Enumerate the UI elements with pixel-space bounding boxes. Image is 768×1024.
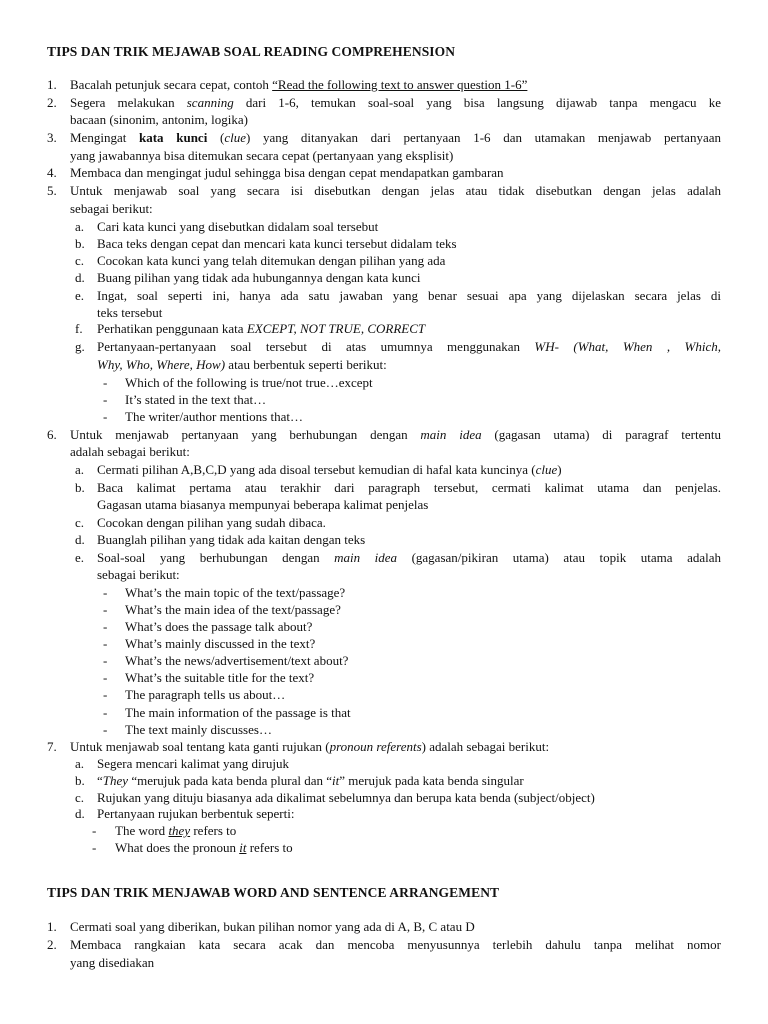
subitem-letter: c. bbox=[75, 790, 85, 805]
text-span: atau berbentuk seperti berikut: bbox=[225, 357, 387, 372]
text-span: Soal-soal yang berhubungan dengan bbox=[97, 550, 335, 565]
dash-bullet: - bbox=[103, 375, 108, 390]
item-number: 6. bbox=[47, 427, 57, 442]
dash-bullet: - bbox=[103, 636, 108, 651]
item-5g-continued bbox=[97, 356, 387, 373]
dash-bullet: - bbox=[92, 823, 97, 838]
subitem-letter: c. bbox=[75, 515, 85, 530]
item-6b-text: Baca kalimat pertama atau terakhir dari paragraph tersebut, cermati kalimat utama dan penjelas. bbox=[97, 480, 721, 495]
text-span: What does the pronoun bbox=[115, 840, 240, 855]
dash-bullet: - bbox=[103, 602, 108, 617]
item-5a-text: Cari kata kunci yang disebutkan didalam soal tersebut bbox=[97, 219, 379, 234]
item-6e-continued: sebagai berikut: bbox=[97, 567, 180, 582]
item-7-text bbox=[70, 738, 549, 755]
wh-words: WH- (What, When , Which, bbox=[534, 339, 721, 354]
subitem-letter: d. bbox=[75, 806, 85, 821]
item-number: 2. bbox=[47, 937, 57, 952]
text-span: “merujuk pada kata benda plural dan “ bbox=[128, 773, 332, 788]
item-5d-text: Buang pilihan yang tidak ada hubungannya dengan kata kunci bbox=[97, 270, 421, 285]
item-7d-text: Pertanyaan rujukan berbentuk seperti: bbox=[97, 806, 295, 821]
subitem-letter: b. bbox=[75, 236, 85, 251]
example-question: The writer/author mentions that… bbox=[125, 409, 303, 424]
item-number: 1. bbox=[47, 77, 57, 92]
item-5e-text: Ingat, soal seperti ini, hanya ada satu jawaban yang benar sesuai apa yang dijelaskan secara jelas di bbox=[97, 288, 721, 303]
wh-words: Why, Who, Where, How) bbox=[97, 357, 226, 372]
term-main-idea: main idea bbox=[420, 427, 482, 442]
subitem-letter: b. bbox=[75, 773, 85, 788]
text-span: Segera melakukan bbox=[70, 95, 187, 110]
subitem-letter: e. bbox=[75, 288, 85, 303]
item-number: 3. bbox=[47, 130, 57, 145]
term-it: it bbox=[332, 773, 340, 788]
item-1-text bbox=[70, 76, 527, 93]
subitem-letter: c. bbox=[75, 253, 85, 268]
keywords-except: EXCEPT, NOT TRUE, CORRECT bbox=[246, 321, 426, 336]
text-span: Cermati pilihan A,B,C,D yang ada disoal tersebut kemudian di hafal kata kuncinya ( bbox=[97, 462, 536, 477]
text-span: Pertanyaan-pertanyaan soal tersebut di atas umumnya menggunakan bbox=[97, 339, 535, 354]
item-5b-text: Baca teks dengan cepat dan mencari kata kunci tersebut didalam teks bbox=[97, 236, 457, 251]
example-question: The text mainly discusses… bbox=[125, 722, 272, 737]
term-kata-kunci: kata kunci bbox=[139, 130, 208, 145]
dash-bullet: - bbox=[103, 722, 108, 737]
text-span: (gagasan/pikiran utama) atau topik utama adalah bbox=[397, 550, 721, 565]
subitem-letter: a. bbox=[75, 462, 85, 477]
example-question bbox=[115, 839, 293, 856]
item-5c-text: Cocokan kata kunci yang telah ditemukan dengan pilihan yang ada bbox=[97, 253, 446, 268]
example-question: What’s does the passage talk about? bbox=[125, 619, 313, 634]
text-span: ) yang ditanyakan dari pertanyaan 1-6 dan utamakan menjawab pertanyaan bbox=[245, 130, 721, 145]
arrangement-item-2-continued: yang disediakan bbox=[70, 955, 155, 970]
dash-bullet: - bbox=[92, 840, 97, 855]
term-pronoun-referents: pronoun referents bbox=[329, 739, 422, 754]
subitem-letter: f. bbox=[75, 321, 83, 336]
text-span: (gagasan utama) di paragraf tertentu bbox=[481, 427, 722, 442]
item-6-text bbox=[70, 426, 721, 443]
item-3-continued: yang jawabannya bisa ditemukan secara cepat (pertanyaan yang eksplisit) bbox=[70, 148, 454, 163]
text-span: Untuk menjawab soal tentang kata ganti rujukan ( bbox=[70, 739, 330, 754]
item-5e-continued: teks tersebut bbox=[97, 305, 163, 320]
item-7c-text: Rujukan yang dituju biasanya ada dikalimat sebelumnya dan berupa kata benda (subject/object) bbox=[97, 790, 595, 805]
term-they: They bbox=[102, 773, 129, 788]
item-4-text: Membaca dan mengingat judul sehingga bisa dengan cepat mendapatkan gambaran bbox=[70, 165, 504, 180]
term-scanning: scanning bbox=[186, 95, 234, 110]
text-span: refers to bbox=[190, 823, 237, 838]
example-question: The paragraph tells us about… bbox=[125, 687, 286, 702]
example-question: What’s the main topic of the text/passage? bbox=[125, 585, 346, 600]
text-span: ” merujuk pada kata benda singular bbox=[339, 773, 524, 788]
item-number: 4. bbox=[47, 165, 57, 180]
text-span: refers to bbox=[246, 840, 293, 855]
item-6c-text: Cocokan dengan pilihan yang sudah dibaca. bbox=[97, 515, 326, 530]
item-number: 7. bbox=[47, 739, 57, 754]
arrangement-item-2-text: Membaca rangkaian kata secara acak dan mencoba menyusunnya terlebih dahulu tanpa melihat nomor bbox=[70, 937, 721, 952]
example-instruction: “Read the following text to answer question 1-6” bbox=[272, 77, 528, 92]
text-span: Bacalah petunjuk secara cepat, contoh bbox=[70, 77, 273, 92]
section-title-arrangement: TIPS DAN TRIK MENJAWAB WORD AND SENTENCE ARRANGEMENT bbox=[47, 885, 500, 900]
text-span: The word bbox=[115, 823, 169, 838]
text-span: Perhatikan penggunaan kata bbox=[97, 321, 247, 336]
subitem-letter: b. bbox=[75, 480, 85, 495]
subitem-letter: a. bbox=[75, 756, 85, 771]
dash-bullet: - bbox=[103, 653, 108, 668]
section-title-reading: TIPS DAN TRIK MEJAWAB SOAL READING COMPREHENSION bbox=[47, 44, 456, 59]
item-6b-continued: Gagasan utama biasanya mempunyai beberapa kalimat penjelas bbox=[97, 497, 429, 512]
text-span: dari 1-6, temukan soal-soal yang bisa langsung dijawab tanpa mengacu ke bbox=[233, 95, 721, 110]
term-clue: clue bbox=[535, 462, 558, 477]
item-2-continued: bacaan (sinonim, antonim, logika) bbox=[70, 112, 248, 127]
item-number: 2. bbox=[47, 95, 57, 110]
dash-bullet: - bbox=[103, 670, 108, 685]
item-number: 5. bbox=[47, 183, 57, 198]
dash-bullet: - bbox=[103, 705, 108, 720]
item-number: 1. bbox=[47, 919, 57, 934]
term-they-underlined: they bbox=[168, 823, 191, 838]
arrangement-item-1-text: Cermati soal yang diberikan, bukan pilihan nomor yang ada di A, B, C atau D bbox=[70, 919, 475, 934]
example-question: The main information of the passage is that bbox=[125, 705, 351, 720]
subitem-letter: d. bbox=[75, 532, 85, 547]
text-span: ) adalah sebagai berikut: bbox=[421, 739, 550, 754]
item-6a-text bbox=[97, 461, 562, 478]
text-span: ) bbox=[557, 462, 562, 477]
item-3-text bbox=[70, 129, 721, 146]
item-2-text bbox=[70, 94, 721, 111]
dash-bullet: - bbox=[103, 409, 108, 424]
subitem-letter: g. bbox=[75, 339, 85, 354]
item-7a-text: Segera mencari kalimat yang dirujuk bbox=[97, 756, 290, 771]
subitem-letter: e. bbox=[75, 550, 85, 565]
dash-bullet: - bbox=[103, 585, 108, 600]
text-span: Untuk menjawab pertanyaan yang berhubungan dengan bbox=[70, 427, 421, 442]
dash-bullet: - bbox=[103, 619, 108, 634]
item-5g-text bbox=[97, 338, 721, 355]
term-clue: clue bbox=[224, 130, 246, 145]
example-question: Which of the following is true/not true…except bbox=[125, 375, 373, 390]
example-question bbox=[115, 822, 236, 839]
item-7b-text bbox=[97, 772, 524, 789]
term-it-underlined: it bbox=[239, 840, 247, 855]
item-5-text: Untuk menjawab soal yang secara isi disebutkan dengan jelas atau tidak disebutkan dengan jelas adalah bbox=[70, 183, 721, 198]
item-6d-text: Buanglah pilihan yang tidak ada kaitan dengan teks bbox=[97, 532, 366, 547]
item-5-continued: sebagai berikut: bbox=[70, 201, 153, 216]
item-6-continued: adalah sebagai berikut: bbox=[70, 444, 190, 459]
example-question: What’s the main idea of the text/passage? bbox=[125, 602, 341, 617]
text-span: “ bbox=[97, 773, 103, 788]
text-span: ( bbox=[207, 130, 225, 145]
text-span: Mengingat bbox=[70, 130, 139, 145]
term-main-idea: main idea bbox=[334, 550, 398, 565]
example-question: What’s the news/advertisement/text about? bbox=[125, 653, 349, 668]
dash-bullet: - bbox=[103, 392, 108, 407]
example-question: It’s stated in the text that… bbox=[125, 392, 267, 407]
subitem-letter: d. bbox=[75, 270, 85, 285]
item-6e-text bbox=[97, 549, 721, 566]
example-question: What’s mainly discussed in the text? bbox=[125, 636, 316, 651]
dash-bullet: - bbox=[103, 687, 108, 702]
item-5f-text bbox=[97, 320, 425, 337]
subitem-letter: a. bbox=[75, 219, 85, 234]
example-question: What’s the suitable title for the text? bbox=[125, 670, 315, 685]
